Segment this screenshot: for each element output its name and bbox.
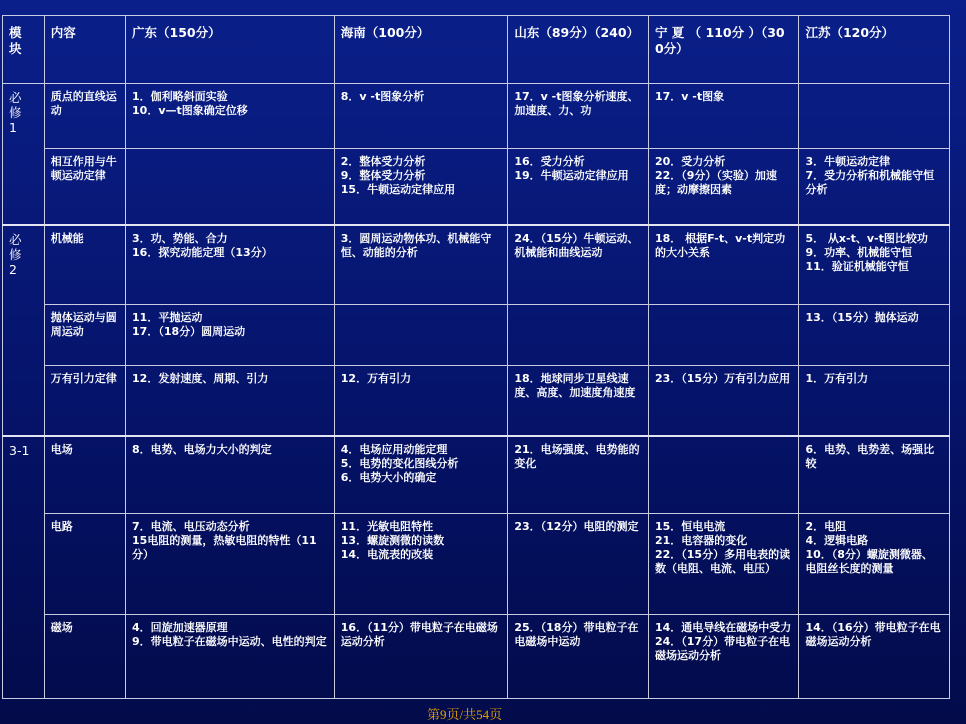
content-cell: 抛体运动与圆周运动 bbox=[44, 305, 125, 366]
header-hainan: 海南（100分） bbox=[334, 16, 508, 84]
ningxia-cell: 20．受力分析 22．（9分）（实验）加速度；动摩擦因素 bbox=[648, 149, 799, 225]
shandong-cell: 25．（18分）带电粒子在电磁场中运动 bbox=[508, 614, 649, 698]
shandong-cell: 18．地球同步卫星线速度、高度、加速度角速度 bbox=[508, 365, 649, 436]
hainan-cell: 16．（11分）带电粒子在电磁场运动分析 bbox=[334, 614, 508, 698]
header-content: 内容 bbox=[44, 16, 125, 84]
hainan-cell: 2．整体受力分析 9．整体受力分析 15．牛顿运动定律应用 bbox=[334, 149, 508, 225]
header-ningxia: 宁 夏 （ 110分 ）（300分） bbox=[648, 16, 799, 84]
shandong-cell bbox=[508, 305, 649, 366]
content-cell: 质点的直线运动 bbox=[44, 83, 125, 149]
jiangsu-cell: 14．（16分）带电粒子在电磁场运动分析 bbox=[799, 614, 950, 698]
content-cell: 万有引力定律 bbox=[44, 365, 125, 436]
table-row bbox=[3, 614, 950, 698]
content-cell: 相互作用与牛顿运动定律 bbox=[44, 149, 125, 225]
exam-topic-table bbox=[2, 15, 950, 699]
jiangsu-cell: 2．电阻 4．逻辑电路 10．（8分）螺旋测微器、电阻丝长度的测量 bbox=[799, 514, 950, 615]
ningxia-cell: 23．（15分）万有引力应用 bbox=[648, 365, 799, 436]
jiangsu-cell: 13．（15分）抛体运动 bbox=[799, 305, 950, 366]
table-row bbox=[3, 436, 950, 514]
header-module: 模 块 bbox=[3, 16, 45, 84]
module-cell: 必 修 2 bbox=[3, 225, 45, 436]
hainan-cell: 4．电场应用动能定理 5．电势的变化图线分析 6．电势大小的确定 bbox=[334, 436, 508, 514]
jiangsu-cell bbox=[799, 83, 950, 149]
guangdong-cell: 3．功、势能、合力 16．探究动能定理（13分） bbox=[126, 225, 335, 305]
hainan-cell: 12．万有引力 bbox=[334, 365, 508, 436]
guangdong-cell: 4．回旋加速器原理 9．带电粒子在磁场中运动、电性的判定 bbox=[126, 614, 335, 698]
header-guangdong: 广东（150分） bbox=[126, 16, 335, 84]
table-row bbox=[3, 225, 950, 305]
table-row bbox=[3, 305, 950, 366]
ningxia-cell: 17．v -t图象 bbox=[648, 83, 799, 149]
jiangsu-cell: 3．牛顿运动定律 7．受力分析和机械能守恒分析 bbox=[799, 149, 950, 225]
guangdong-cell: 8．电势、电场力大小的判定 bbox=[126, 436, 335, 514]
shandong-cell: 24．（15分）牛顿运动、机械能和曲线运动 bbox=[508, 225, 649, 305]
shandong-cell: 17．v -t图象分析速度、加速度、力、功 bbox=[508, 83, 649, 149]
module-cell: 必 修 1 bbox=[3, 83, 45, 225]
table-header-row bbox=[3, 16, 950, 84]
guangdong-cell: 12．发射速度、周期、引力 bbox=[126, 365, 335, 436]
content-cell: 磁场 bbox=[44, 614, 125, 698]
ningxia-cell bbox=[648, 305, 799, 366]
shandong-cell: 23．（12分）电阻的测定 bbox=[508, 514, 649, 615]
module-cell: 3-1 bbox=[3, 436, 45, 699]
ningxia-cell: 15．恒电电流 21．电容器的变化 22．（15分）多用电表的读数（电阻、电流、电压） bbox=[648, 514, 799, 615]
jiangsu-cell: 6．电势、电势差、场强比较 bbox=[799, 436, 950, 514]
hainan-cell: 11．光敏电阻特性 13．螺旋测微的读数 14．电流表的改装 bbox=[334, 514, 508, 615]
hainan-cell: 8．v -t图象分析 bbox=[334, 83, 508, 149]
content-cell: 电场 bbox=[44, 436, 125, 514]
guangdong-cell: 7．电流、电压动态分析 15电阻的测量，热敏电阻的特性（11分） bbox=[126, 514, 335, 615]
hainan-cell: 3．圆周运动物体功、机械能守恒、动能的分析 bbox=[334, 225, 508, 305]
jiangsu-cell: 1．万有引力 bbox=[799, 365, 950, 436]
table-row bbox=[3, 365, 950, 436]
ningxia-cell bbox=[648, 436, 799, 514]
guangdong-cell bbox=[126, 149, 335, 225]
header-jiangsu: 江苏（120分） bbox=[799, 16, 950, 84]
table-row bbox=[3, 83, 950, 149]
content-cell: 机械能 bbox=[44, 225, 125, 305]
ningxia-cell: 18． 根据F-t、v-t判定功的大小关系 bbox=[648, 225, 799, 305]
content-cell: 电路 bbox=[44, 514, 125, 615]
page-number-footer: 第9页/共54页 bbox=[427, 707, 503, 722]
jiangsu-cell: 5． 从x-t、v-t图比较功 9．功率、机械能守恒 11．验证机械能守恒 bbox=[799, 225, 950, 305]
table-row bbox=[3, 514, 950, 615]
header-shandong: 山东（89分）（240） bbox=[508, 16, 649, 84]
hainan-cell bbox=[334, 305, 508, 366]
table-row bbox=[3, 149, 950, 225]
guangdong-cell: 11．平抛运动 17．（18分）圆周运动 bbox=[126, 305, 335, 366]
guangdong-cell: 1．伽利略斜面实验 10．v—t图象确定位移 bbox=[126, 83, 335, 149]
shandong-cell: 16．受力分析 19．牛顿运动定律应用 bbox=[508, 149, 649, 225]
ningxia-cell: 14．通电导线在磁场中受力 24．（17分）带电粒子在电磁场运动分析 bbox=[648, 614, 799, 698]
shandong-cell: 21．电场强度、电势能的变化 bbox=[508, 436, 649, 514]
